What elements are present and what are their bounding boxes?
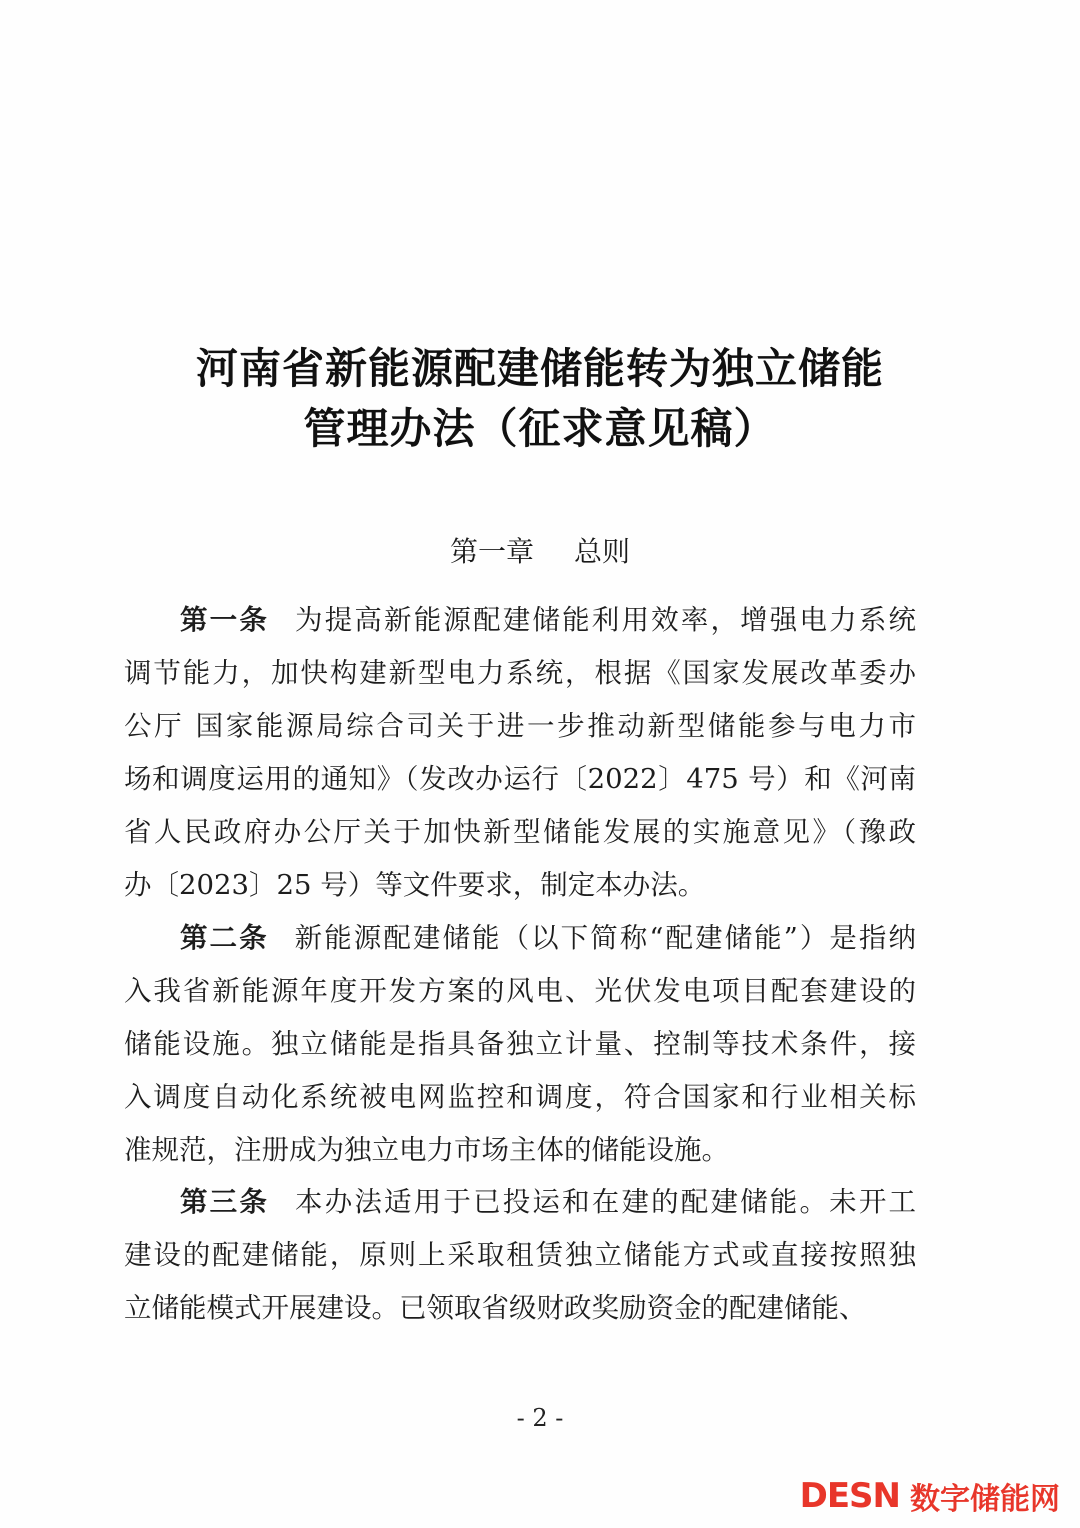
article-2-line-3: 储能设施。独立储能是指具备独立计量、控制等技术条件，接 xyxy=(124,1028,916,1060)
article-2-line-1: 新能源配建储能（以下简称“配建储能”）是指纳 xyxy=(294,922,916,954)
article-3-line-3: 立储能模式开展建设。已领取省级财政奖励资金的配建储能、 xyxy=(124,1292,867,1324)
article-1-line-5: 省人民政府办公厅关于加快新型储能发展的实施意见》（豫政 xyxy=(124,816,916,848)
article-3-label: 第三条 xyxy=(180,1186,270,1218)
article-3-line-2: 建设的配建储能，原则上采取租赁独立储能方式或直接按照独 xyxy=(124,1239,916,1271)
article-2-line-4: 入调度自动化系统被电网监控和调度，符合国家和行业相关标 xyxy=(124,1081,916,1113)
document-title-line-1: 河南省新能源配建储能转为独立储能 xyxy=(195,344,884,393)
article-1-line-3: 公厅 国家能源局综合司关于进一步推动新型储能参与电力市 xyxy=(124,710,916,742)
article-2-line-2: 入我省新能源年度开发方案的风电、光伏发电项目配套建设的 xyxy=(124,975,916,1007)
document-title-line-2: 管理办法（征求意见稿） xyxy=(303,404,777,453)
chapter-name: 总则 xyxy=(574,535,631,568)
article-1-label: 第一条 xyxy=(180,604,270,636)
article-1-line-1: 为提高新能源配建储能利用效率，增强电力系统 xyxy=(295,604,917,636)
chapter-number: 第一章 xyxy=(449,535,534,568)
watermark xyxy=(800,1476,1060,1516)
article-1 xyxy=(124,594,916,912)
article-2 xyxy=(124,912,916,1177)
article-2-label: 第二条 xyxy=(180,922,269,954)
article-2-line-5: 准规范，注册成为独立电力市场主体的储能设施。 xyxy=(124,1134,729,1166)
article-3 xyxy=(124,1176,916,1335)
watermark-name: 数字储能网 xyxy=(910,1482,1060,1517)
article-3-line-1: 本办法适用于已投运和在建的配建储能。未开工 xyxy=(295,1186,917,1218)
chapter-heading xyxy=(0,530,1080,570)
article-1-line-4: 场和调度运用的通知》（发改办运行〔2022〕475 号）和《河南 xyxy=(124,763,916,795)
article-1-line-2: 调节能力，加快构建新型电力系统，根据《国家发展改革委办 xyxy=(124,657,916,689)
page-number: - 2 - xyxy=(516,1404,564,1432)
article-1-line-6: 办〔2023〕25 号）等文件要求，制定本办法。 xyxy=(124,869,706,901)
watermark-logo: DESN xyxy=(799,1476,900,1516)
